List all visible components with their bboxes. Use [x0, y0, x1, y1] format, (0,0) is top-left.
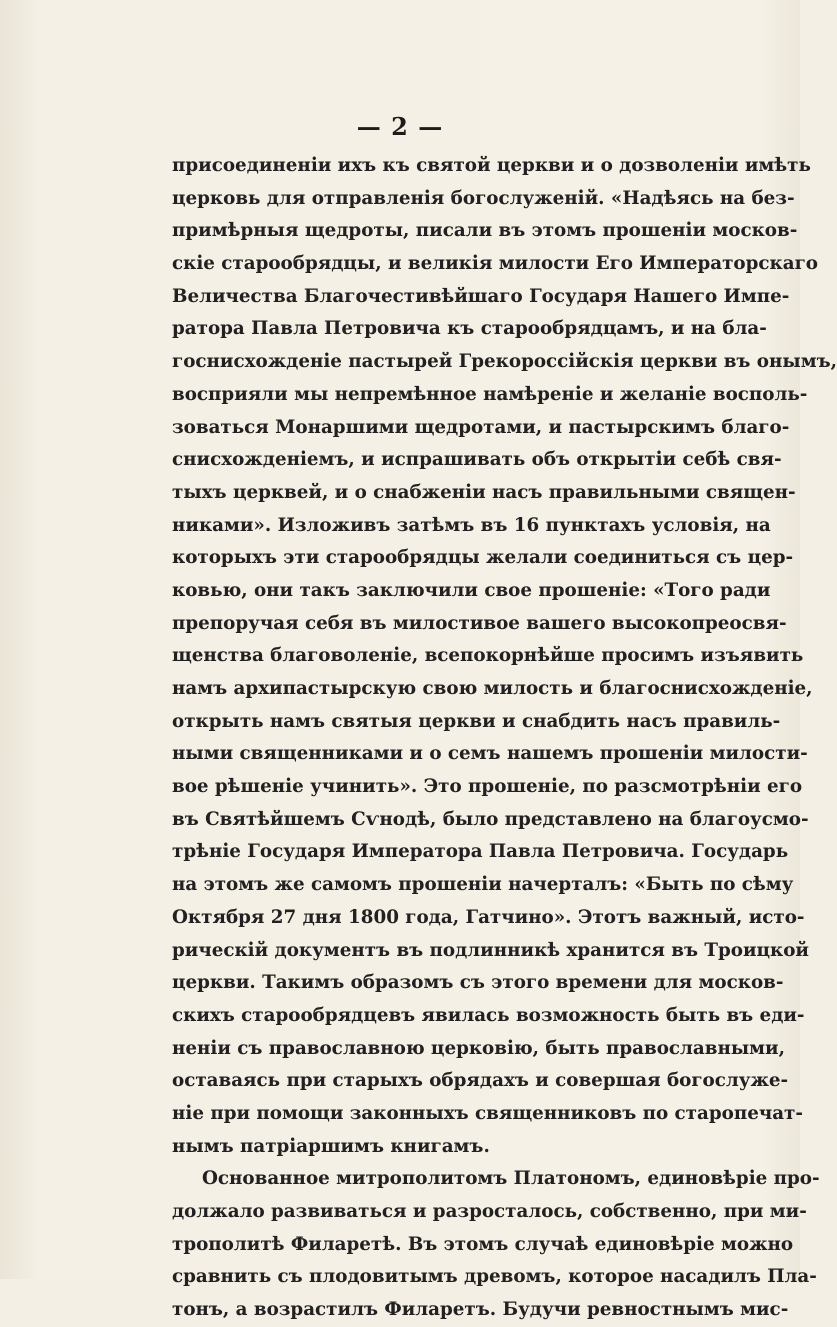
text-line: которыхъ эти старообрядцы желали соединиться съ цер- — [172, 547, 794, 569]
text-line: открыть намъ святыя церкви и снабдить насъ правиль- — [172, 710, 781, 732]
text-line: трѣніе Государя Императора Павла Петровича. Государь — [172, 841, 789, 863]
text-line: никами». Изложивъ затѣмъ въ 16 пунктахъ условія, на — [172, 514, 771, 536]
text-line: тонъ, а возрастилъ Филаретъ. Будучи ревностнымъ мис- — [172, 1299, 789, 1321]
text-line: препоручая себя въ милостивое вашего высокопреосвя- — [172, 612, 787, 634]
text-line: зоваться Монаршими щедротами, и пастырскимъ благо- — [172, 416, 790, 438]
text-line: восприяли мы непремѣнное намѣреніе и желаніе восполь- — [172, 383, 808, 405]
text-line: на этомъ же самомъ прошеніи начерталъ: «Быть по сѣму — [172, 874, 794, 896]
text-line: церкви. Такимъ образомъ съ этого времени для москов- — [172, 972, 784, 994]
text-line: тыхъ церквей, и о снабженіи насъ правильными священ- — [172, 481, 796, 503]
text-line: трополитѣ Филаретѣ. Въ этомъ случаѣ единовѣріе можно — [172, 1233, 794, 1255]
text-line: рическій документъ въ подлинникѣ хранится въ Троицкой — [172, 939, 809, 961]
text-line: ратора Павла Петровича къ старообрядцамъ, и на бла- — [172, 318, 767, 340]
text-line: неніи съ православною церковію, быть православными, — [172, 1037, 785, 1059]
text-line: нымъ патріаршимъ книгамъ. — [172, 1135, 490, 1157]
text-line: въ Святѣйшемъ Сѵнодѣ, было представлено на благоусмо- — [172, 808, 809, 830]
text-line: Октября 27 дня 1800 года, Гатчино». Этотъ важный, исто- — [172, 906, 805, 928]
text-line: ными священниками и о семъ нашемъ прошеніи милости- — [172, 743, 808, 765]
text-line: намъ архипастырскую свою милость и благоснисхожденіе, — [172, 678, 813, 699]
page-number: — 2 — — [356, 112, 444, 141]
text-line: скихъ старообрядцевъ явилась возможность быть въ еди- — [172, 1004, 805, 1026]
text-line: скіе старообрядцы, и великія милости Его Императорскаго — [172, 253, 818, 275]
text-line: примѣрныя щедроты, писали въ этомъ прошеніи москов- — [172, 220, 798, 242]
text-line: ніе при помощи законныхъ священниковъ по старопечат- — [172, 1102, 803, 1124]
text-line: должало развиваться и разросталось, собственно, при ми- — [172, 1201, 807, 1222]
text-line: госнисхожденіе пастырей Грекороссійскія церкви въ онымъ, — [172, 351, 837, 373]
text-line: оставаясь при старыхъ обрядахъ и совершая богослуже- — [172, 1070, 789, 1092]
text-line: Основанное митрополитомъ Платономъ, единовѣріе про- — [202, 1168, 820, 1190]
body-text — [172, 150, 837, 1327]
text-line: присоединеніи ихъ къ святой церкви и о дозволеніи имѣть — [172, 155, 811, 176]
text-line: сравнить съ плодовитымъ древомъ, которое насадилъ Пла- — [172, 1266, 817, 1288]
text-line: вое рѣшеніе учинить». Это прошеніе, по разсмотрѣніи его — [172, 776, 803, 798]
text-line: церковь для отправленія богослуженій. «Надѣясь на без- — [172, 187, 795, 209]
text-line: ковью, они такъ заключили свое прошеніе: «Того ради — [172, 579, 771, 601]
text-line: Величества Благочестивѣйшаго Государя Нашего Импе- — [172, 285, 790, 307]
text-line: снисхожденіемъ, и испрашивать объ открытіи себѣ свя- — [172, 449, 782, 471]
text-line: щенства благоволеніе, всепокорнѣйше просимъ изъявить — [172, 645, 804, 667]
